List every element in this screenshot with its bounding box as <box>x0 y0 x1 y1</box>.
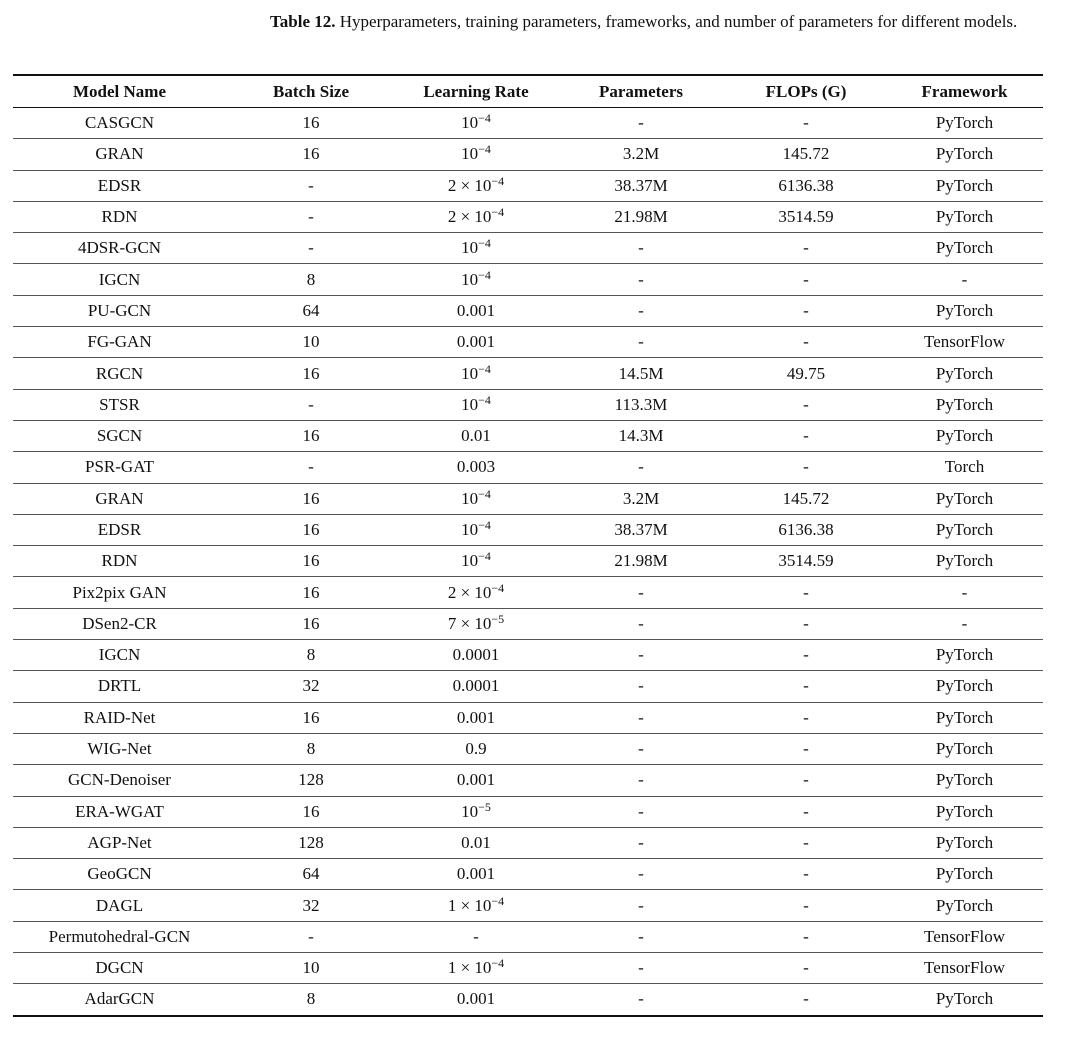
cell-flops: - <box>803 958 809 978</box>
table-row <box>13 483 1043 514</box>
cell-learning-rate <box>396 233 556 264</box>
cell-flops: - <box>803 895 809 915</box>
lr-base: 10 <box>461 801 479 821</box>
cell-flops: - <box>803 926 809 946</box>
cell-parameters: - <box>638 739 644 759</box>
lr-exponent: −4 <box>491 173 505 188</box>
lr-base: 10 <box>474 958 492 978</box>
cell-framework: PyTorch <box>935 645 994 665</box>
cell-parameters: - <box>638 801 644 821</box>
lr-base: 10 <box>461 488 479 508</box>
lr-coefficient: 2 × <box>447 175 475 195</box>
cell-batch-size: 16 <box>302 582 320 602</box>
cell-framework: PyTorch <box>935 144 994 164</box>
cell-learning-rate <box>396 108 556 139</box>
table-row <box>13 327 1043 358</box>
cell-model-name: GRAN <box>95 488 144 508</box>
cell-framework: PyTorch <box>935 707 994 727</box>
cell-model-name: FG-GAN <box>87 332 152 352</box>
lr-base: 10 <box>461 363 479 383</box>
cell-learning-rate <box>396 389 556 420</box>
lr-exponent: −4 <box>478 267 491 282</box>
lr-base: 10 <box>461 269 479 289</box>
cell-framework: Torch <box>944 457 985 477</box>
cell-batch-size: 16 <box>302 363 320 383</box>
cell-framework: PyTorch <box>935 770 994 790</box>
cell-framework: TensorFlow <box>924 926 1005 946</box>
cell-model-name: WIG-Net <box>87 739 152 759</box>
cell-model-name: RDN <box>101 551 138 571</box>
cell-flops: 6136.38 <box>778 175 834 195</box>
cell-learning-rate: 0.001 <box>456 707 496 727</box>
cell-learning-rate: 0.9 <box>465 739 487 759</box>
cell-parameters: 21.98M <box>614 551 668 571</box>
lr-base: 10 <box>461 394 479 414</box>
cell-framework: PyTorch <box>935 207 994 227</box>
table-row <box>13 452 1043 483</box>
table-row <box>13 264 1043 295</box>
lr-exponent: −5 <box>491 611 505 626</box>
cell-learning-rate: 0.01 <box>461 832 491 852</box>
cell-model-name: Pix2pix GAN <box>72 582 167 602</box>
lr-exponent: −4 <box>491 580 505 595</box>
cell-framework: PyTorch <box>935 520 994 539</box>
lr-base: 10 <box>461 551 479 571</box>
cell-learning-rate: 0.003 <box>456 457 496 477</box>
cell-parameters: - <box>638 300 644 320</box>
cell-learning-rate: 0.001 <box>456 300 496 320</box>
cell-learning-rate: 0.0001 <box>452 676 500 696</box>
cell-framework: PyTorch <box>935 394 994 414</box>
cell-model-name: STSR <box>99 394 140 414</box>
cell-model-name: IGCN <box>98 269 141 289</box>
table-row <box>13 577 1043 608</box>
cell-model-name: RGCN <box>95 363 144 383</box>
cell-model-name: AGP-Net <box>87 832 152 852</box>
table-row <box>13 827 1043 858</box>
cell-flops: - <box>803 864 809 884</box>
cell-learning-rate <box>396 796 556 827</box>
cell-learning-rate: - <box>473 926 479 946</box>
cell-batch-size: 16 <box>302 707 320 727</box>
lr-base: 10 <box>461 520 479 539</box>
cell-framework: TensorFlow <box>924 332 1005 352</box>
cell-model-name: GeoGCN <box>87 864 152 884</box>
cell-flops: 145.72 <box>782 144 830 164</box>
cell-parameters: - <box>638 676 644 696</box>
cell-flops: - <box>803 300 809 320</box>
table-row <box>13 859 1043 890</box>
cell-framework: - <box>961 269 968 289</box>
cell-parameters: 3.2M <box>622 488 660 508</box>
cell-framework: - <box>961 582 968 602</box>
cell-framework: PyTorch <box>935 488 994 508</box>
cell-batch-size: 16 <box>302 426 320 446</box>
cell-model-name: EDSR <box>97 175 142 195</box>
lr-exponent: −4 <box>491 956 505 971</box>
cell-framework: PyTorch <box>935 300 994 320</box>
cell-parameters: - <box>638 457 644 477</box>
cell-flops: - <box>803 801 809 821</box>
header-learning-rate: Learning Rate <box>423 81 529 101</box>
hyperparameter-table <box>13 74 1043 1017</box>
cell-batch-size: 16 <box>302 488 320 508</box>
cell-learning-rate <box>396 514 556 545</box>
lr-exponent: −4 <box>478 486 491 501</box>
cell-batch-size: 32 <box>302 676 320 696</box>
cell-learning-rate <box>396 264 556 295</box>
cell-framework: - <box>961 613 968 633</box>
table-caption-label: Table 12. <box>270 12 336 31</box>
cell-parameters: 14.5M <box>618 363 664 383</box>
cell-batch-size: - <box>308 926 314 946</box>
cell-framework: TensorFlow <box>924 958 1005 978</box>
cell-parameters: - <box>638 832 644 852</box>
cell-framework: PyTorch <box>935 739 994 759</box>
lr-base: 10 <box>474 582 492 602</box>
cell-batch-size: 128 <box>298 832 324 852</box>
cell-batch-size: - <box>308 207 314 227</box>
cell-batch-size: 64 <box>302 300 320 320</box>
table-row <box>13 358 1043 389</box>
cell-batch-size: 32 <box>302 895 320 915</box>
cell-framework: PyTorch <box>935 426 994 446</box>
table-row <box>13 890 1043 921</box>
cell-batch-size: 8 <box>306 645 316 665</box>
cell-parameters: 3.2M <box>622 144 660 164</box>
cell-parameters: - <box>638 582 644 602</box>
table-row <box>13 702 1043 733</box>
cell-parameters: - <box>638 238 644 258</box>
cell-framework: PyTorch <box>935 989 994 1009</box>
cell-batch-size: 16 <box>302 551 320 571</box>
cell-batch-size: 16 <box>302 113 320 133</box>
cell-framework: PyTorch <box>935 864 994 884</box>
cell-parameters: 14.3M <box>618 426 664 446</box>
cell-parameters: - <box>638 989 644 1009</box>
cell-flops: 3514.59 <box>778 551 834 571</box>
cell-batch-size: 16 <box>302 801 320 821</box>
cell-model-name: RAID-Net <box>83 707 156 727</box>
lr-exponent: −5 <box>478 799 491 814</box>
table-caption-text: Hyperparameters, training parameters, frameworks, and number of parameters for different models. <box>335 12 1018 31</box>
cell-learning-rate <box>396 577 556 608</box>
header-parameters: Parameters <box>598 81 683 101</box>
cell-batch-size: - <box>308 175 314 195</box>
cell-learning-rate: 0.0001 <box>452 645 500 665</box>
cell-parameters: - <box>638 864 644 884</box>
cell-flops: - <box>803 582 809 602</box>
cell-batch-size: 64 <box>302 864 320 884</box>
table-row <box>13 233 1043 264</box>
cell-learning-rate <box>396 608 556 639</box>
cell-model-name: EDSR <box>97 520 142 539</box>
cell-flops: - <box>803 269 809 289</box>
lr-base: 10 <box>461 113 479 133</box>
cell-model-name: AdarGCN <box>84 989 155 1009</box>
cell-parameters: - <box>638 707 644 727</box>
table-header <box>13 75 1043 108</box>
cell-parameters: - <box>638 895 644 915</box>
table-row <box>13 389 1043 420</box>
cell-framework: PyTorch <box>935 113 994 133</box>
cell-flops: - <box>803 457 809 477</box>
cell-flops: - <box>803 613 809 633</box>
lr-base: 10 <box>474 207 492 227</box>
cell-parameters: - <box>638 332 644 352</box>
table-caption <box>270 10 1060 34</box>
cell-model-name: DSen2-CR <box>82 613 157 633</box>
cell-learning-rate <box>396 890 556 921</box>
cell-parameters: 38.37M <box>614 175 668 195</box>
table-row <box>13 608 1043 639</box>
cell-flops: 49.75 <box>786 363 826 383</box>
cell-model-name: DGCN <box>95 958 144 978</box>
cell-parameters: - <box>638 770 644 790</box>
lr-base: 10 <box>461 144 479 164</box>
lr-exponent: −4 <box>478 518 491 532</box>
cell-batch-size: 10 <box>302 958 320 978</box>
table-row <box>13 953 1043 984</box>
cell-batch-size: - <box>308 457 314 477</box>
table-row <box>13 139 1043 170</box>
table-row <box>13 514 1043 545</box>
cell-learning-rate <box>396 139 556 170</box>
cell-batch-size: 10 <box>302 332 320 352</box>
lr-base: 10 <box>474 613 492 633</box>
cell-framework: PyTorch <box>935 801 994 821</box>
lr-base: 10 <box>461 238 479 258</box>
cell-parameters: - <box>638 645 644 665</box>
lr-exponent: −4 <box>478 111 491 126</box>
table-row <box>13 765 1043 796</box>
header-row <box>13 75 1043 108</box>
cell-parameters: - <box>638 958 644 978</box>
cell-framework: PyTorch <box>935 832 994 852</box>
table-row <box>13 671 1043 702</box>
cell-learning-rate <box>396 546 556 577</box>
lr-exponent: −4 <box>478 549 491 564</box>
cell-flops: - <box>803 832 809 852</box>
cell-parameters: - <box>638 269 644 289</box>
lr-base: 10 <box>474 175 492 195</box>
lr-base: 10 <box>474 895 492 915</box>
cell-model-name: DRTL <box>97 676 142 696</box>
lr-exponent: −4 <box>478 392 491 407</box>
cell-learning-rate: 0.001 <box>456 864 496 884</box>
cell-flops: - <box>803 707 809 727</box>
table-row <box>13 546 1043 577</box>
header-batch-size: Batch Size <box>272 81 350 101</box>
cell-learning-rate <box>396 483 556 514</box>
lr-coefficient: 7 × <box>447 613 475 633</box>
cell-batch-size: 16 <box>302 520 320 539</box>
table-row <box>13 201 1043 232</box>
cell-learning-rate <box>396 953 556 984</box>
lr-exponent: −4 <box>478 361 491 376</box>
lr-exponent: −4 <box>491 205 505 220</box>
cell-parameters: 38.37M <box>614 520 668 539</box>
cell-parameters: 21.98M <box>614 207 668 227</box>
cell-model-name: GRAN <box>95 144 144 164</box>
cell-flops: - <box>803 645 809 665</box>
table-row <box>13 796 1043 827</box>
cell-flops: - <box>803 426 809 446</box>
cell-parameters: - <box>638 113 644 133</box>
table-row <box>13 921 1043 952</box>
lr-coefficient: 1 × <box>447 958 475 978</box>
table-row <box>13 108 1043 139</box>
cell-framework: PyTorch <box>935 551 994 571</box>
header-framework: Framework <box>921 81 1008 101</box>
cell-parameters: - <box>638 613 644 633</box>
cell-flops: - <box>803 238 809 258</box>
cell-learning-rate: 0.001 <box>456 332 496 352</box>
cell-learning-rate: 0.001 <box>456 770 496 790</box>
cell-parameters: - <box>638 926 644 946</box>
cell-model-name: ERA-WGAT <box>75 801 164 821</box>
cell-learning-rate <box>396 170 556 201</box>
cell-flops: - <box>803 676 809 696</box>
cell-batch-size: - <box>308 394 314 414</box>
cell-batch-size: 8 <box>306 269 316 289</box>
lr-exponent: −4 <box>491 893 505 908</box>
cell-batch-size: 16 <box>302 144 320 164</box>
cell-parameters: 113.3M <box>614 394 668 414</box>
cell-framework: PyTorch <box>935 363 994 383</box>
table-row <box>13 295 1043 326</box>
header-model-name: Model Name <box>72 81 166 101</box>
cell-learning-rate: 0.01 <box>461 426 491 446</box>
lr-coefficient: 2 × <box>447 582 475 602</box>
lr-exponent: −4 <box>478 236 491 251</box>
lr-coefficient: 1 × <box>447 895 475 915</box>
table-row <box>13 170 1043 201</box>
cell-model-name: PU-GCN <box>87 300 152 320</box>
table-row <box>13 984 1043 1016</box>
cell-model-name: RDN <box>101 207 138 227</box>
cell-framework: PyTorch <box>935 676 994 696</box>
cell-learning-rate <box>396 201 556 232</box>
cell-model-name: 4DSR-GCN <box>77 238 162 258</box>
cell-batch-size: - <box>308 238 314 258</box>
cell-batch-size: 8 <box>306 989 316 1009</box>
cell-model-name: DAGL <box>95 895 144 915</box>
cell-framework: PyTorch <box>935 238 994 258</box>
cell-flops: - <box>803 332 809 352</box>
cell-flops: - <box>803 770 809 790</box>
cell-flops: - <box>803 739 809 759</box>
cell-model-name: PSR-GAT <box>85 457 154 477</box>
cell-framework: PyTorch <box>935 175 994 195</box>
cell-batch-size: 16 <box>302 613 320 633</box>
cell-learning-rate <box>396 358 556 389</box>
cell-flops: - <box>803 394 809 414</box>
table-body <box>13 108 1043 1016</box>
cell-flops: 6136.38 <box>778 520 834 539</box>
cell-model-name: CASGCN <box>85 113 154 133</box>
cell-batch-size: 8 <box>306 739 316 759</box>
cell-flops: - <box>803 989 809 1009</box>
cell-flops: 145.72 <box>782 488 830 508</box>
lr-exponent: −4 <box>478 142 491 157</box>
cell-learning-rate: 0.001 <box>456 989 496 1009</box>
table-row <box>13 733 1043 764</box>
header-flops: FLOPs (G) <box>765 81 847 101</box>
table-row <box>13 420 1043 451</box>
cell-framework: PyTorch <box>935 895 994 915</box>
cell-model-name: Permutohedral-GCN <box>48 926 191 946</box>
lr-coefficient: 2 × <box>447 207 475 227</box>
table-row <box>13 640 1043 671</box>
cell-batch-size: 128 <box>298 770 324 790</box>
cell-model-name: GCN-Denoiser <box>68 770 171 790</box>
cell-model-name: IGCN <box>98 645 141 665</box>
cell-flops: 3514.59 <box>778 207 834 227</box>
cell-flops: - <box>803 113 809 133</box>
cell-model-name: SGCN <box>96 426 143 446</box>
